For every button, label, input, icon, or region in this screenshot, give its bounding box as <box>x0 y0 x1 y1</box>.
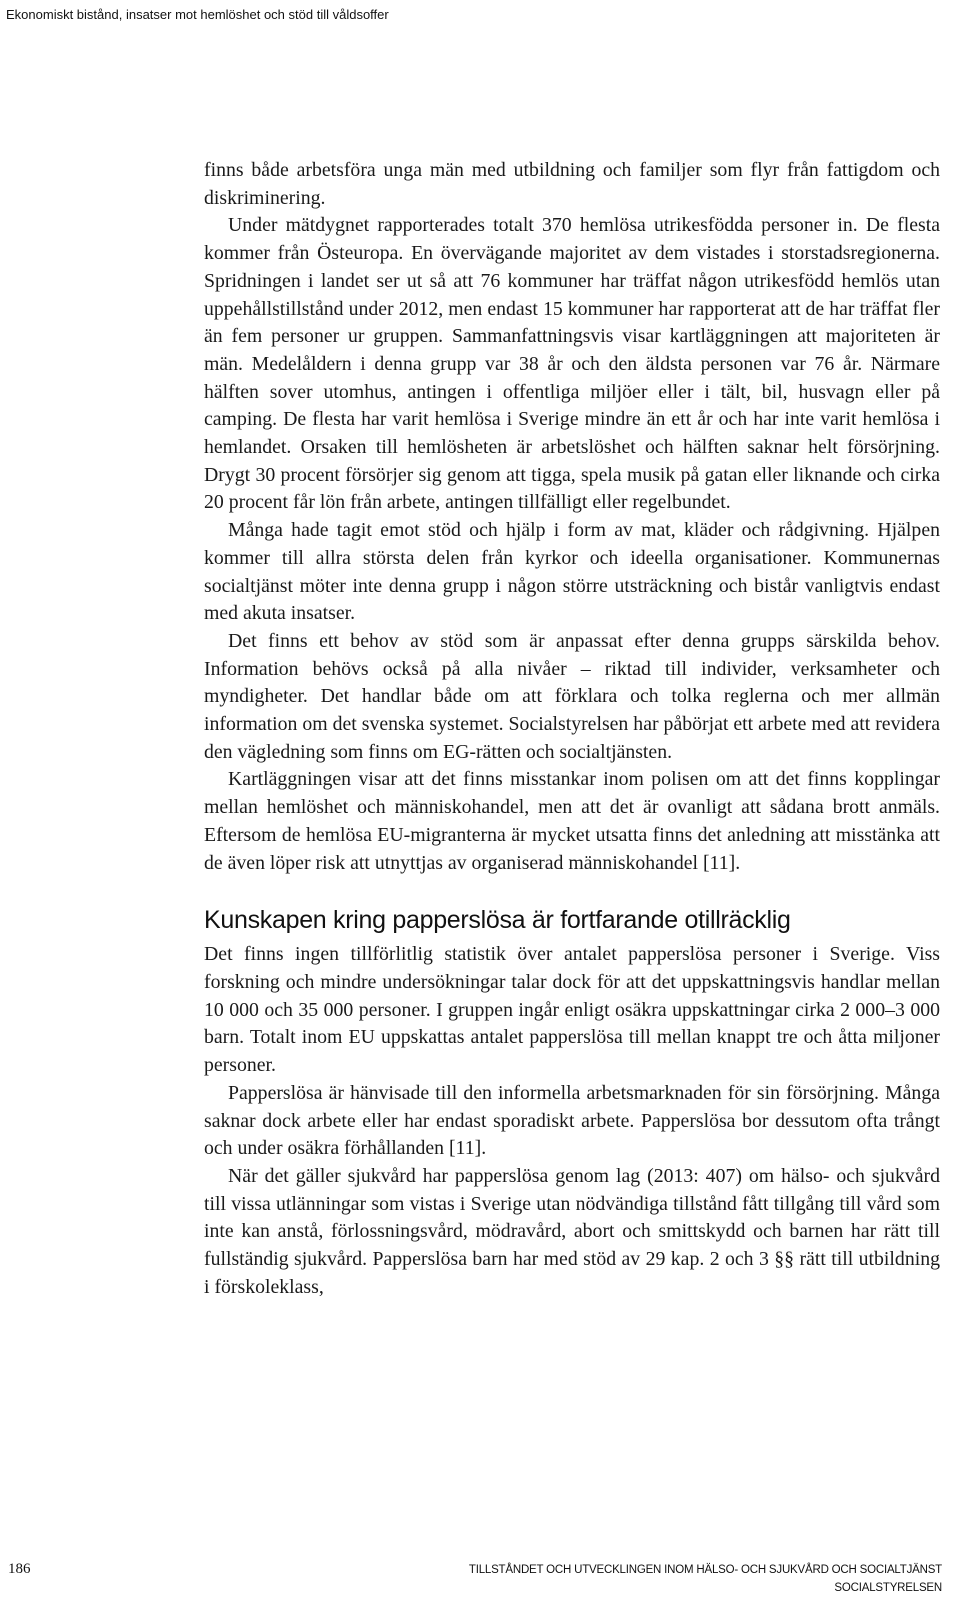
section-heading: Kunskapen kring papperslösa är fortfarande otillräcklig <box>204 906 791 935</box>
paragraph: Papperslösa är hänvisade till den informella arbetsmarknaden för sin försörjning. Många saknar dock arbete eller har endast sporadiskt arbete. Papperslösa bor dessutom ofta trångt och under osäkra förhållanden [11]. <box>204 1081 940 1160</box>
page-number: 186 <box>8 1561 31 1577</box>
body-text <box>204 157 940 1301</box>
footer <box>469 1561 942 1597</box>
running-header: Ekonomiskt bistånd, insatser mot hemlöshet och stöd till våldsoffer <box>6 7 389 22</box>
paragraph: finns både arbetsföra unga män med utbildning och familjer som flyr från fattigdom och diskriminering. <box>204 159 940 209</box>
report-title: TILLSTÅNDET OCH UTVECKLINGEN INOM HÄLSO- OCH SJUKVÅRD OCH SOCIALTJÄNST <box>468 1564 942 1576</box>
paragraph: Många hade tagit emot stöd och hjälp i form av mat, kläder och rådgivning. Hjälpen kommer till allra största delen från kyrkor och ideella organisationer. Kommunernas socialtjänst möter inte denna grupp i någon större utsträckning och bistår vanligtvis endast med akuta insatser. <box>204 519 940 625</box>
paragraph: När det gäller sjukvård har papperslösa genom lag (2013: 407) om hälso- och sjukvård till vissa utlänningar som vistas i Sverige utan nödvändiga tillstånd fått tillgång till vård som inte kan anstå, förlossningsvård, mödravård, abort och smittskydd och barnen har rätt till fullständig sjukvård. Papperslösa barn har med stöd av 29 kap. 2 och 3 §§ rätt till utbildning i förskoleklass, <box>204 1164 940 1298</box>
paragraph: Det finns ett behov av stöd som är anpassat efter denna grupps särskilda behov. Information behövs också på alla nivåer – riktad till individer, verksamheter och myndigheter. Det handlar både om att förklara och tolka reglerna och mer allmän information om det svenska systemet. Socialstyrelsen har påbörjat ett arbete med att revidera den vägledning som finns om EG-rätten och socialtjänsten. <box>204 629 940 763</box>
publisher: SOCIALSTYRELSEN <box>834 1582 942 1594</box>
paragraph: Under mätdygnet rapporterades totalt 370 hemlösa utrikesfödda personer in. De flesta kommer från Östeuropa. En övervägande majoritet av dem vistades i storstadsregionerna. Spridningen i landet ser ut så att 76 kommuner har träffat någon utrikesfödd hemlös utan uppehållstillstånd under 2012, men endast 15 kommuner har rapporterat att de har träffat fler än fem personer ur gruppen. Sammanfattningsvis visar kartläggningen att majoriteten är män. Medelåldern i denna grupp var 38 år och den äldsta personen var 76 år. Närmare hälften sover utomhus, antingen i offentliga miljöer eller i tält, bil, husvagn eller på camping. De flesta har varit hemlösa i Sverige mindre än ett år och har inte varit hemlösa i hemlandet. Orsaken till hemlösheten är arbetslöshet och hälften saknar helt försörjning. Drygt 30 procent försörjer sig genom att tigga, spela musik på gatan eller liknande och cirka 20 procent får lön från arbete, antingen tillfälligt eller regelbundet. <box>204 214 940 514</box>
paragraph: Det finns ingen tillförlitlig statistik över antalet papperslösa personer i Sverige. Viss forskning och mindre undersökningar talar dock för att det uppskattningsvis handlar mellan 10 000 och 35 000 personer. I gruppen ingår enligt osäkra uppskattningar cirka 2 000–3 000 barn. Totalt inom EU uppskattas antalet papperslösa till mellan knappt tre och åtta miljoner personer. <box>204 943 940 1077</box>
paragraph: Kartläggningen visar att det finns misstankar inom polisen om att det finns kopplingar mellan hemlöshet och människohandel, men att det är ovanligt att sådana brott anmäls. Eftersom de hemlösa EU-migranterna är mycket utsatta finns det anledning att misstänka att de även löper risk att utnyttjas av organiserad människohandel [11]. <box>204 768 940 874</box>
